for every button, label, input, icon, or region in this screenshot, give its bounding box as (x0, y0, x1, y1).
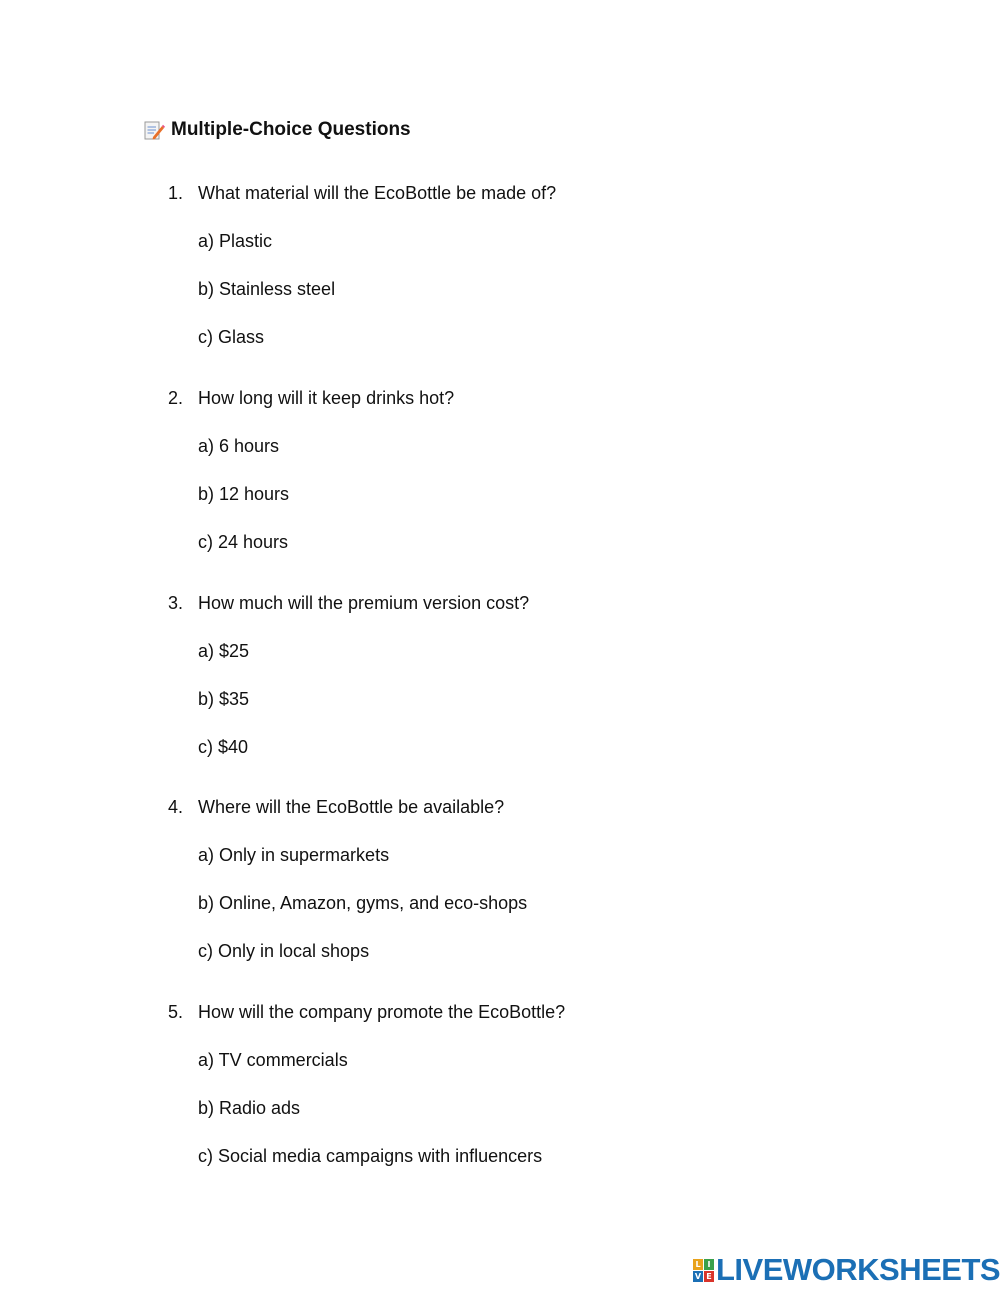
answer-option[interactable]: a) $25 (198, 641, 250, 661)
question-number: 3. (168, 593, 184, 613)
section-title-text: Multiple-Choice Questions (171, 119, 411, 140)
liveworksheets-logo (693, 1252, 1000, 1287)
question-text: How much will the premium version cost? (198, 593, 530, 613)
question-number: 4. (168, 797, 184, 817)
answer-option[interactable]: b) Online, Amazon, gyms, and eco-shops (198, 893, 528, 913)
answer-option[interactable]: a) Plastic (198, 231, 273, 251)
answer-option[interactable]: b) $35 (198, 689, 250, 709)
answer-option[interactable]: c) Only in local shops (198, 941, 370, 961)
brand-wordmark: LIVEWORKSHEETS (716, 1252, 1000, 1287)
answer-option[interactable]: c) $40 (198, 737, 249, 757)
logo-letter: E (704, 1271, 714, 1282)
logo-grid-icon (693, 1259, 714, 1282)
answer-option[interactable]: a) Only in supermarkets (198, 845, 390, 865)
memo-icon (143, 119, 165, 141)
answer-option[interactable]: b) Stainless steel (198, 279, 336, 299)
question-text: How will the company promote the EcoBottle? (198, 1002, 566, 1022)
logo-letter: L (693, 1259, 703, 1270)
logo-letter: I (704, 1259, 714, 1270)
answer-option[interactable]: b) 12 hours (198, 484, 290, 504)
question-text: Where will the EcoBottle be available? (198, 797, 505, 817)
answer-option[interactable]: c) 24 hours (198, 532, 289, 552)
question-number: 1. (168, 183, 184, 203)
section-title (143, 118, 411, 142)
logo-letter: V (694, 1271, 702, 1281)
answer-option[interactable]: a) 6 hours (198, 436, 280, 456)
question-text: What material will the EcoBottle be made of? (198, 183, 557, 203)
question-number: 5. (168, 1002, 184, 1022)
answer-option[interactable]: b) Radio ads (198, 1098, 301, 1118)
question-number: 2. (168, 388, 184, 408)
answer-option[interactable]: a) TV commercials (198, 1050, 348, 1070)
answer-option[interactable]: c) Glass (198, 327, 265, 347)
answer-option[interactable]: c) Social media campaigns with influencers (198, 1146, 543, 1166)
question-text: How long will it keep drinks hot? (198, 388, 455, 408)
